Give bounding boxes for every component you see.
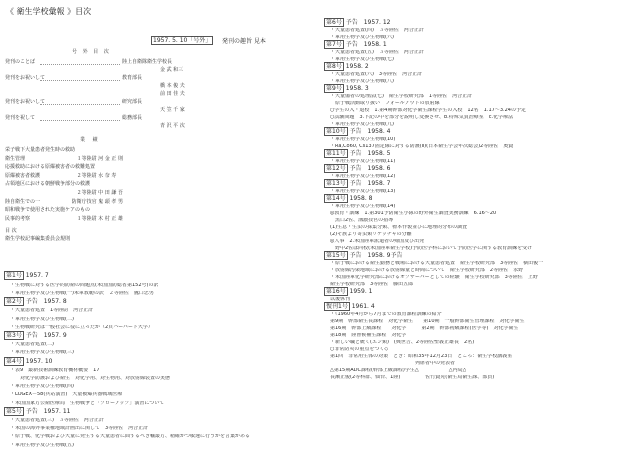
issue-article-line: (1)生息・生虫の採集分類、標本作製並びに地理的分布の調査 [330,225,468,230]
toc-row-author-role: 総務部長 [122,115,143,121]
toc-row-title: 発刊を祝して [5,115,36,121]
issue-article-line: ◎人事 2.米国陸軍派遣者の帰国及び出発 [330,239,425,244]
issue-volume-box: 1957. 5. 10「号外」 [153,37,212,44]
issue-article-line: ・原子戦における衛生勤務と戦場における大量患者処置 衛生学校研究部 3等陸佐 横田俊一 [330,261,544,266]
issue-number-box: 第11号 [326,150,346,157]
toc-row-author-role: 陸上自衛隊衛生学校長 [122,59,173,65]
issue-date: 予告 1957. 8 [23,297,67,305]
issue-date: 1961. 4 [349,303,375,310]
issue-article-line: ・大量傷者の処理法(七) 衛生学校研究部 1等陸佐 河合正計 [330,94,473,99]
toc-row-leader [40,64,120,65]
issue-article-line: ・軍用生物学及び生物戦(12) [330,174,396,179]
toc-row-author-name: 前 田 佳 夫 [160,91,185,97]
issue-number-box: 第10号 [326,128,346,135]
works-line: 原爆被害者救護 ２等陸尉 水 奈 寿 [5,172,117,179]
issue-number-box: 第9号 [326,85,342,92]
issue-article-line: ・大量患者処置(五) ３等陸佐 河合正計 [330,50,424,55]
issue-number-box: 第14号 [326,195,346,202]
issue-date: 1958. 8 [347,195,373,202]
issue-number-row [324,253,402,259]
issue-number-row [324,304,375,310]
issue-article-line: 第16期 幹部上級課程 対化学 第2期 幹部初級課程(医学等) 対化学衛生 [330,326,519,331]
issue-article-line: ・軍用生物学及び生物戦(五) [10,442,74,448]
issue-number-row [4,409,70,415]
issue-article-line: ・軍用生物学及び生物戦(14) [330,204,396,209]
issue-article-line: 対化学防護および衛生 対化学用、対生物用、対放射線装置の実態 [10,376,171,382]
works-line: 昭和戦争で使用された実施ケアのもの [5,207,91,214]
issue-article-line: ・軍用生物学及び生物戦(10) [330,137,396,142]
issue-article-line: ・Ra,Co60, Cs137固定線に対する防護(Ⅱ)(日本衛生学会年次総会)2等陸佐 奥賢 [330,144,514,149]
toc-row-author-name: 金 武 和三 [160,67,184,73]
issue-article-line: ・《1960年4月から7月までの教育課程訓練の紹介 [330,312,442,317]
issue-article-line: ○非常防災の重点をつく◇ [330,347,389,352]
issue-number-box: 第12号 [326,165,346,172]
issue-article-line: ・原子戦、化学戦および大量に発生する大量患者に面するべき輸最方、精確かつ敏速に行うかを言葉がある [10,434,251,440]
works-heading: 業 績 [80,137,101,143]
toc-row-author-name: 橋 本 俊 夫 [160,83,185,89]
issue-number-box: 第8号 [326,63,342,70]
left-page-header: 《 衛生学校彙報 》目次 [6,7,92,16]
issue-date: 予告 1958. 4 [347,128,391,135]
left-page [0,0,318,452]
issue-article-line: 原子戦活動取り扱い フォールアウトの放射線 [330,101,440,106]
works-line: 栄子戦下大量患者発生時の救助 [5,147,76,153]
issue-number-box: 第5号 [6,407,22,415]
issue-article-line: ・軍用生物学及び生物戦(三) [10,350,74,356]
issue-number-row [324,86,369,92]
issue-article-line: ・軍用生物学及び生物戦(九) [330,122,394,127]
issue-article-line: 第9期 幹部衛生長課程 対化学衛生 第10期 一般幹部衛生管理課程 対化学衛生 [330,319,525,324]
issue-number-box: 第7号 [326,41,342,48]
issue-date: 予告 1958. 9予告 [347,252,403,259]
toc-row-leader [40,120,120,121]
issue-article-line: ・軍用生物学及び生物戦(七) [330,57,394,62]
issue-article-line: ・大量患者処置(三) ３等陸佐 河合正計 [10,418,104,424]
issue-article-line: ・米国国家方公衛医療局 生物戦争と「ブローアップ」演習について [10,400,165,406]
issue-article-line: ・軍用生物学及び生物戦(六) [330,35,394,40]
issue-article-line: ・大量患者処置 1等陸尉 河合正計 [10,308,94,314]
issue-article-line: ◎教育・訓練 1.第301予防衛生小隊の野外衛生調査実務訓練 6.16～20 [330,211,497,216]
issue-article-line: (2)そ族より寄虫類リケッチャの分離 [330,232,412,237]
issue-article-line: ・軍用生物学及び生物戦(二) [10,316,74,322]
issue-number-row [4,333,67,339]
issue-article-line: ○学生の入・退校 1.第4期幹部対化学衛生課程学生の入校 12名 1.17～3.24の予定 [330,108,526,113]
toc-row-author-name: 天 笠 千 家 [160,107,185,113]
issue-article-line: 野中2佐は同校(米国陸軍衛生学校)予防医学科において予防医学に関する教育訓練を受け [330,246,533,251]
works-line: 目 次 [5,227,17,234]
works-line: 占領地区における朝鮮戦争部分の救護 [5,181,91,188]
issue-article-line: 第1回 非常用生体の対策 とき：昭和35年12月23日 ところ：衛生学校講義室 [330,354,513,359]
issue-date: 1957. 7 [23,272,49,279]
issue-number-row [324,166,390,172]
issue-article-line: ・生物戦研究は一般社会に役に立ったか（2頁ハーバード大学） [10,324,153,330]
issue-article-line: ・軍用生物学及び生物戦(八) [330,79,394,84]
toc-row-title: 発刊をお祝いして [5,75,46,81]
issue-number-row [324,151,390,157]
issue-number-box: 第2号 [6,297,22,305]
issue-number-box: 第16号 [326,288,346,295]
issue-number-row [4,273,49,279]
issue-number-box: 第13号 [326,180,346,187]
works-line: 民事的考察 １等陸尉 木 村 正 雄 [5,215,123,222]
issue-number-box: 第15号 [326,252,346,259]
issue-article-line: ・大量患者処置(二) [10,342,54,348]
issue-number-box: 復刊1号 [326,303,348,310]
issue-date: 1957. 10 [23,357,53,365]
issue-date: 予告 1957. 9 [23,331,67,339]
works-line: 衛生学校記事編集委員会規則 [5,236,71,243]
issue-article-line: 列席者中の発表者 [330,361,456,366]
issue-number-row [4,299,67,305]
issue-number-box: 第1号 [6,272,22,279]
toc-row-title: 発刊をお祝いして [5,99,46,105]
issue-date: 予告 1958. 6 [347,165,391,172]
issue-article-line: ・生物戦に対する医学的防衛の問題点(米国国防総省第152号)の訳 [10,282,159,288]
toc-row-author-name: 青 沢 平 次 [160,123,185,129]
issue-article-line: ・新しい職と統く(エン類) (興世吉、2等陸佐聖義正雄長 2名) [330,340,475,345]
issue-number-row [324,64,369,70]
issue-date: 予告 1958. 1 [343,41,387,48]
issue-date: 予告 1957. 12 [343,19,391,26]
issue-number-row [324,289,372,295]
issue-number-row [324,181,390,187]
issue-article-line: ・大量患者処置(四) ３等陸佐 河合正計 [330,28,424,33]
issue-date: 予告 1957. 11 [23,407,71,415]
issue-number-box: 第3号 [6,331,22,339]
issue-date: 予告 1958. 5 [347,150,391,157]
issue-number-row [324,42,387,48]
issue-number-row [324,196,372,202]
issue-article-line: ・米国の海外事業権地域計画出に関して 3等陸佐 河合正計 [10,426,149,432]
issue-date: 1958. 2 [343,63,369,70]
toc-row-leader [40,80,120,81]
issue-article-line: ・軍用生物学及び生物戦(13) [330,189,396,194]
works-line: 陸自衛生での一 防衛庁技官 鬼 頭 孝 男 [5,198,123,205]
issue-number-row [324,129,390,135]
issue-date: 1958. 3 [343,85,369,92]
issue-number-box: 第4号 [6,357,22,365]
toc-row-author-role: 研究部長 [122,99,143,105]
toc-row-author-role: 教育部長 [122,75,143,81]
works-line: ２等陸尉 中 田 謙 吾 [5,190,123,196]
issue-date: 予告 1958. 7 [347,180,391,187]
issue-article-line: ・軍用生物学及び生物戦(一)米軍教範の訳 ２等陸佐 鷹口忠男 [10,290,154,296]
issue-number-row [324,20,390,26]
issue-article-line: ・軍用生物学及び生物戦(四) [10,384,74,390]
issue-number-box: 第6号 [326,19,342,26]
issue-article-line: ・放射線汚染地域における放射線量と時間について 衛生学校研究部 2等陸佐 永野 [330,268,524,273]
issue-number-row [4,359,52,365]
issue-article-line: 長瀬正俊(2等科群、仙台、1陸) 佐竹賢晃(衛生局衛生課、部員) [330,375,495,380]
works-line: 応援救助における原爆被害者の救難処置 [5,164,96,171]
right-page [320,0,640,452]
issue-article-line: ・LOGEX－58(兵站演習) 大量被爆兵器戦域医療 [10,392,123,398]
issue-article-line: 衛生学校研究部 3等陸佐 藤田五郎 [330,282,414,287]
issue-article-line: ・表9 最新技術訓練教育機材概要 17 [10,368,100,374]
works-line: 衛生管理 １等陸尉 河 金 正 則 [5,155,123,162]
toc-row-leader [40,104,120,105]
issue-article-line: ・軍用生物学及び生物戦(11) [330,159,396,164]
issue-article-line: 黒口2佐、溝濃技官の指導 [330,218,394,223]
issue-article-line: ・大量患者処置(六) 3等陸佐 河合正計 [330,72,423,77]
issue-volume-text: 発刊の趣旨 見本 [222,38,266,45]
issue-date: 1959. 1 [347,288,373,295]
toc-heading: 号 外 目 次 [72,49,111,55]
issue-article-line: 以後休刊 [330,297,351,302]
issue-article-line: ・米国陸軍化学研究部におけるオブザーバーとしての経験 衛生学校研究部 3等陸佐 上野 [330,275,538,280]
issue-article-line: 第18期 陸曹候補生課程 対化学 [330,333,407,338]
issue-article-line: ○試験問題 3.下記の中を部分を説明し変換させ、b.特殊気質治療室 c.化学療法 [330,115,514,120]
issue-article-line: △第15期ADC課程(幹部上級課程)学生△ △内局△ [330,368,467,373]
toc-row-title: 発刊のことば [5,59,36,65]
